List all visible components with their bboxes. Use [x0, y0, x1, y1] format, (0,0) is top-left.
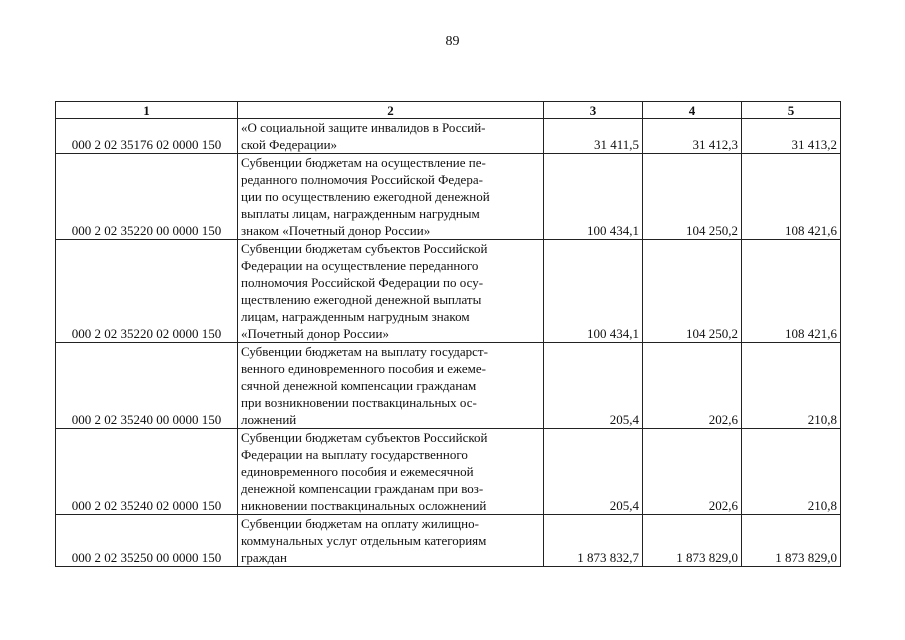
description-line: ществлению ежегодной денежной выплаты [241, 292, 482, 307]
budget-code-cell: 000 2 02 35220 00 0000 150 [56, 154, 238, 240]
description-line: сячной денежной компенсации гражданам [241, 378, 477, 393]
description-cell [238, 154, 544, 240]
amount-cell-4: 104 250,2 [643, 154, 742, 240]
table-row [56, 429, 841, 515]
description-line: Федерации на выплату государственного [241, 447, 468, 462]
amount-cell-3: 100 434,1 [544, 240, 643, 343]
description-cell [238, 429, 544, 515]
description-line: единовременного пособия и ежемесячной [241, 464, 474, 479]
amount-cell-3: 205,4 [544, 429, 643, 515]
amount-cell-3: 100 434,1 [544, 154, 643, 240]
description-line: никновении поствакцинальных осложнений [241, 498, 487, 513]
description-line: выплаты лицам, награжденным нагрудным [241, 206, 480, 221]
description-cell [238, 515, 544, 567]
table-row [56, 343, 841, 429]
description-line: ской Федерации» [241, 137, 338, 152]
description-line: граждан [241, 550, 287, 565]
table-row [56, 515, 841, 567]
description-line: «Почетный донор России» [241, 326, 389, 341]
header-row [56, 102, 841, 119]
description-cell [238, 240, 544, 343]
description-line: полномочия Российской Федерации по осу- [241, 275, 484, 290]
amount-cell-4: 31 412,3 [643, 119, 742, 154]
table-row [56, 240, 841, 343]
description-cell [238, 343, 544, 429]
amount-cell-4: 202,6 [643, 429, 742, 515]
description-line: Субвенции бюджетам субъектов Российской [241, 430, 488, 445]
description-cell [238, 119, 544, 154]
description-line: Субвенции бюджетам на оплату жилищно- [241, 516, 479, 531]
amount-cell-4: 1 873 829,0 [643, 515, 742, 567]
description-line: Субвенции бюджетам на осуществление пе- [241, 155, 486, 170]
description-line: ции по осуществлению ежегодной денежной [241, 189, 490, 204]
amount-cell-3: 205,4 [544, 343, 643, 429]
header-col-4: 4 [643, 102, 742, 119]
header-col-5: 5 [742, 102, 841, 119]
budget-code-cell: 000 2 02 35240 00 0000 150 [56, 343, 238, 429]
amount-cell-5: 1 873 829,0 [742, 515, 841, 567]
budget-table [55, 101, 841, 567]
table-row [56, 154, 841, 240]
amount-cell-4: 104 250,2 [643, 240, 742, 343]
amount-cell-3: 1 873 832,7 [544, 515, 643, 567]
description-line: знаком «Почетный донор России» [241, 223, 431, 238]
header-col-2: 2 [238, 102, 544, 119]
budget-code-cell: 000 2 02 35220 02 0000 150 [56, 240, 238, 343]
page-number: 89 [445, 34, 460, 49]
amount-cell-5: 108 421,6 [742, 240, 841, 343]
amount-cell-5: 210,8 [742, 343, 841, 429]
description-line: Федерации на осуществление переданного [241, 258, 479, 273]
description-line: ложнений [241, 412, 297, 427]
amount-cell-4: 202,6 [643, 343, 742, 429]
description-line: лицам, награжденным нагрудным знаком [241, 309, 470, 324]
description-line: Субвенции бюджетам на выплату государст- [241, 344, 488, 359]
budget-code-cell: 000 2 02 35176 02 0000 150 [56, 119, 238, 154]
budget-code-cell: 000 2 02 35250 00 0000 150 [56, 515, 238, 567]
description-line: Субвенции бюджетам субъектов Российской [241, 241, 488, 256]
description-line: реданного полномочия Российской Федера- [241, 172, 483, 187]
description-line: венного единовременного пособия и ежеме- [241, 361, 486, 376]
amount-cell-5: 31 413,2 [742, 119, 841, 154]
table-row [56, 119, 841, 154]
header-col-1: 1 [56, 102, 238, 119]
description-line: денежной компенсации гражданам при воз- [241, 481, 484, 496]
description-line: при возникновении поствакцинальных ос- [241, 395, 477, 410]
amount-cell-5: 210,8 [742, 429, 841, 515]
amount-cell-5: 108 421,6 [742, 154, 841, 240]
description-line: коммунальных услуг отдельным категориям [241, 533, 487, 548]
budget-code-cell: 000 2 02 35240 02 0000 150 [56, 429, 238, 515]
description-line: «О социальной защите инвалидов в Россий- [241, 120, 486, 135]
amount-cell-3: 31 411,5 [544, 119, 643, 154]
header-col-3: 3 [544, 102, 643, 119]
